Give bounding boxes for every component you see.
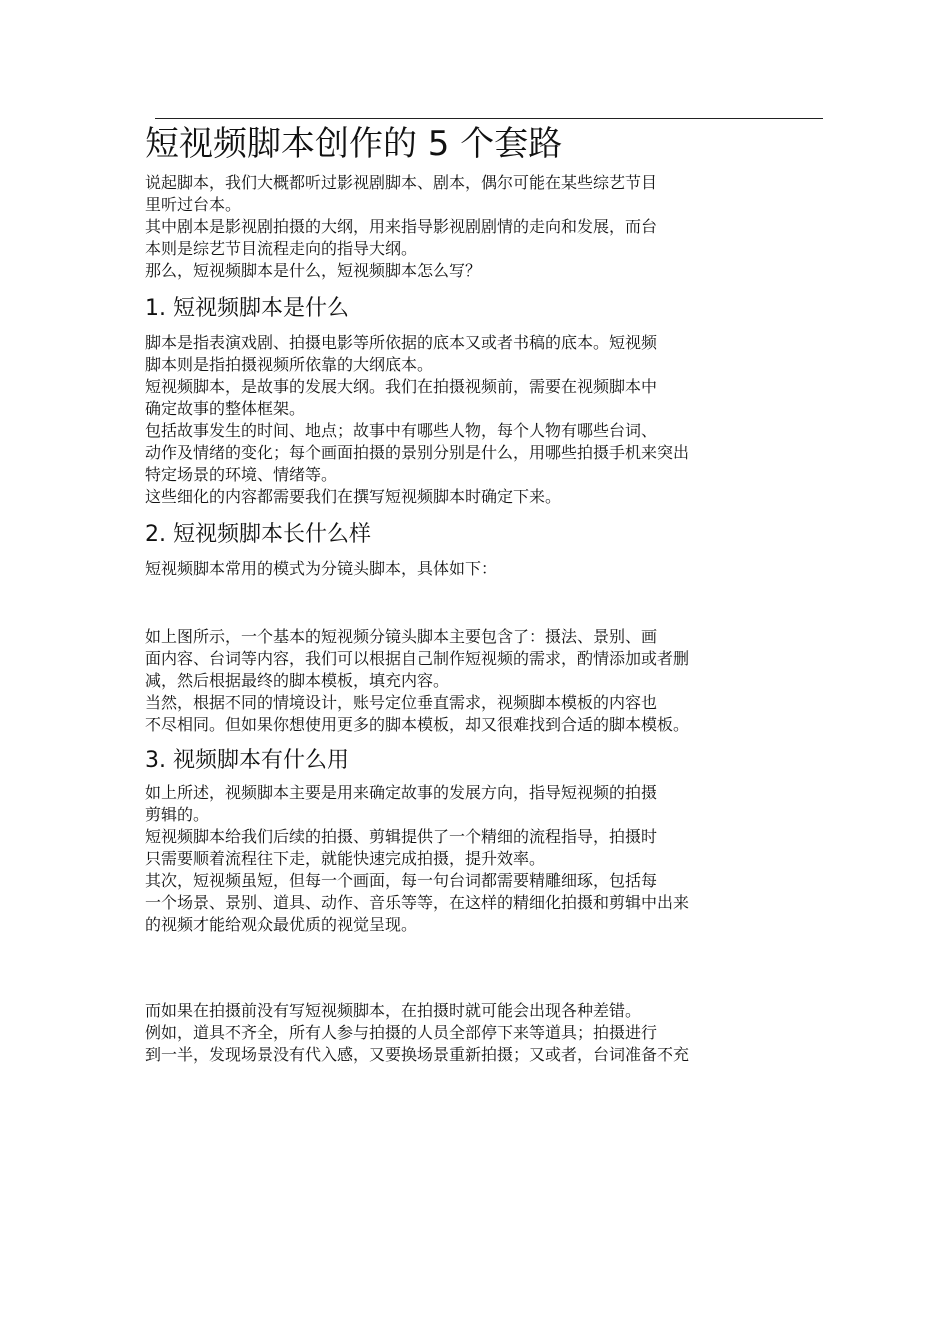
- section-paragraph: 如上所述，视频脚本主要是用来确定故事的发展方向，指导短视频的拍摄 剪辑的。: [145, 783, 658, 824]
- section-heading-2: 2. 短视频脚本长什么样: [145, 522, 371, 547]
- section-paragraph: 而如果在拍摄前没有写短视频脚本，在拍摄时就可能会出现各种差错。: [145, 1001, 642, 1020]
- section-paragraph: 其次，短视频虽短，但每一个画面，每一句台词都需要精雕细琢，包括每 一个场景、景别、道具、动作、音乐等等，在这样的精细化拍摄和剪辑中出来 的视频才能给观众最优质的视觉呈现。: [145, 871, 690, 934]
- document-body: [145, 118, 805, 1066]
- image-placeholder: [145, 936, 805, 1000]
- section-paragraph: 短视频脚本给我们后续的拍摄、剪辑提供了一个精细的流程指导，拍摄时 只需要顺着流程往下走，就能快速完成拍摄，提升效率。: [145, 827, 658, 868]
- section-paragraph: 短视频脚本常用的模式为分镜头脚本，具体如下：: [145, 559, 498, 578]
- section-paragraph: 短视频脚本，是故事的发展大纲。我们在拍摄视频前，需要在视频脚本中 确定故事的整体框架。: [145, 377, 658, 418]
- section-paragraph: 包括故事发生的时间、地点；故事中有哪些人物，每个人物有哪些台词、 动作及情绪的变化；每个画面拍摄的景别分别是什么，用哪些拍摄手机来突出 特定场景的环境、情绪等。: [145, 421, 690, 484]
- intro-paragraph: 说起脚本，我们大概都听过影视剧脚本、剧本，偶尔可能在某些综艺节目 里听过台本。: [145, 173, 658, 214]
- intro-paragraph: 那么，短视频脚本是什么，短视频脚本怎么写？: [145, 261, 482, 280]
- section-paragraph: 这些细化的内容都需要我们在撰写短视频脚本时确定下来。: [145, 487, 562, 506]
- section-paragraph: 例如，道具不齐全，所有人参与拍摄的人员全部停下来等道具；拍摄进行 到一半，发现场景没有代入感，又要换场景重新拍摄；又或者，台词准备不充: [145, 1023, 690, 1064]
- section-paragraph: 脚本是指表演戏剧、拍摄电影等所依据的底本又或者书稿的底本。短视频 脚本则是指拍摄视频所依靠的大纲底本。: [145, 333, 658, 374]
- section-heading-3: 3. 视频脚本有什么用: [145, 748, 349, 773]
- section-paragraph: 当然，根据不同的情境设计，账号定位垂直需求，视频脚本模板的内容也 不尽相同。但如果你想使用更多的脚本模板，却又很难找到合适的脚本模板。: [145, 693, 690, 734]
- section-heading-1: 1. 短视频脚本是什么: [145, 296, 349, 321]
- document-title: 短视频脚本创作的 5 个套路: [145, 124, 563, 164]
- section-paragraph: 如上图所示，一个基本的短视频分镜头脚本主要包含了：摄法、景别、画 面内容、台词等内容，我们可以根据自己制作短视频的需求，酌情添加或者删 减，然后根据最终的脚本模板，填充内容。: [145, 627, 690, 690]
- image-placeholder: [145, 580, 805, 626]
- intro-paragraph: 其中剧本是影视剧拍摄的大纲，用来指导影视剧剧情的走向和发展，而台 本则是综艺节目流程走向的指导大纲。: [145, 217, 658, 258]
